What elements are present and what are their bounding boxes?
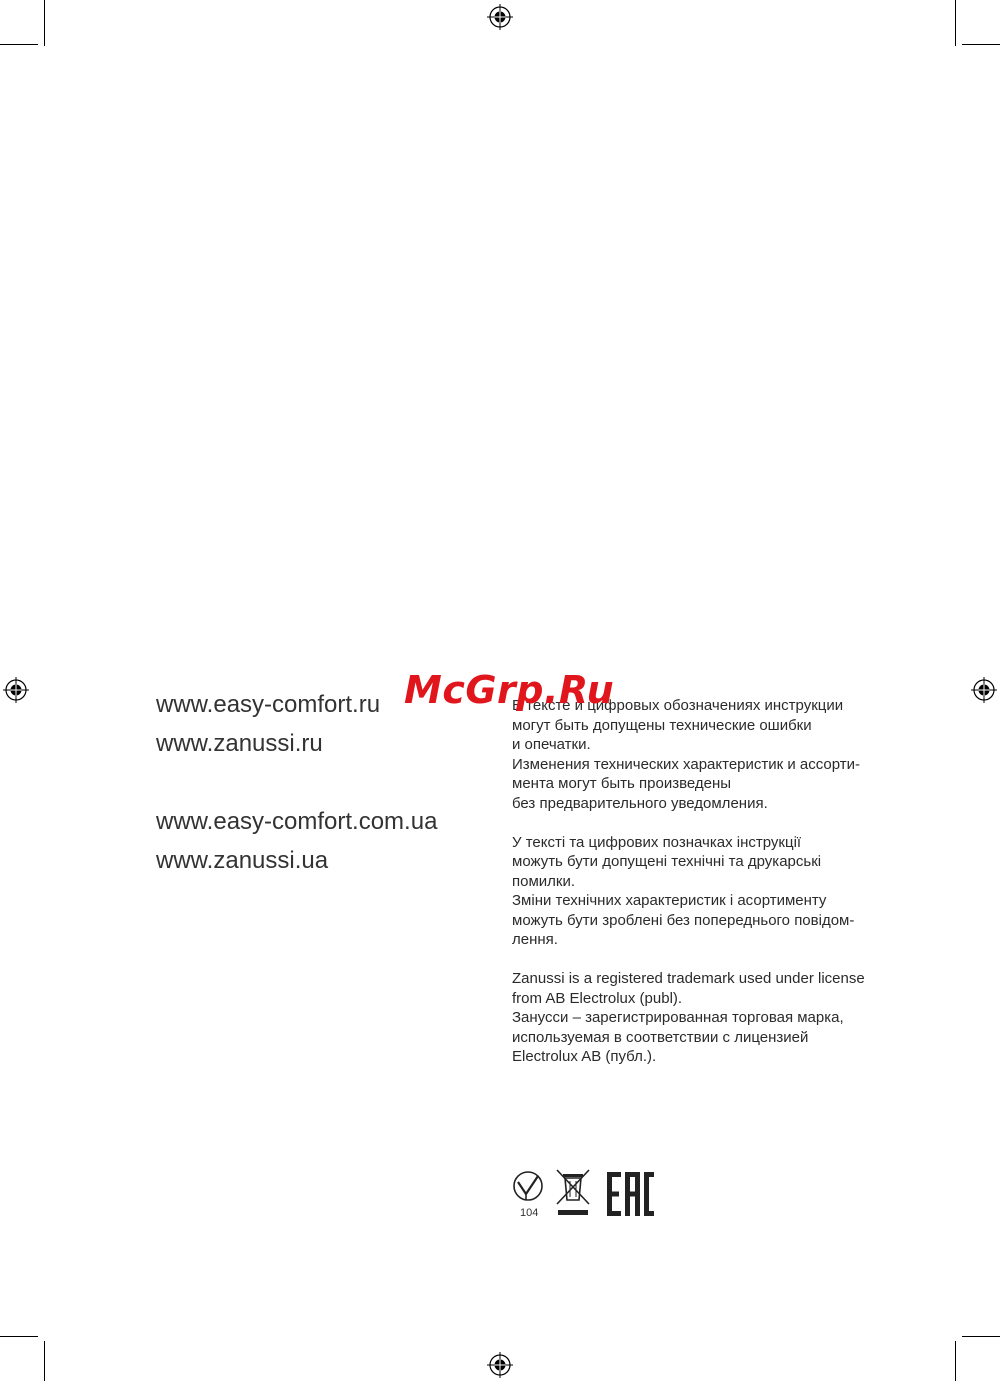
eac-icon xyxy=(607,1172,654,1216)
website-list xyxy=(156,685,437,880)
registration-mark-icon xyxy=(487,4,513,30)
crop-mark xyxy=(962,44,1000,45)
text-line: могут быть допущены технические ошибки xyxy=(512,716,812,734)
notice-ua xyxy=(512,833,902,950)
text-line: и опечатки. xyxy=(512,736,591,753)
watermark: McGrp.Ru xyxy=(404,668,615,712)
text-line: можуть бути зроблені без попереднього повідом- xyxy=(512,911,855,929)
text-line: Зміни технічних характеристик і асортименту xyxy=(512,892,827,909)
weee-crossed-bin-icon xyxy=(557,1170,589,1215)
website-link[interactable]: www.easy-comfort.com.ua xyxy=(156,808,438,835)
text-line: используемая в соответствии с лицензией xyxy=(512,1028,809,1046)
ukrsepro-icon xyxy=(514,1172,542,1200)
text-line: лення. xyxy=(512,931,558,948)
text-line: У тексті та цифрових позначках інструкції xyxy=(512,833,802,851)
certificate-number: 104 xyxy=(520,1207,539,1219)
notice-ru xyxy=(512,696,902,813)
text-line: без предварительного уведомления. xyxy=(512,794,768,812)
crop-mark xyxy=(962,1336,1000,1337)
website-link[interactable]: www.zanussi.ru xyxy=(156,730,323,757)
text-line: можуть бути допущені технічні та друкарські xyxy=(512,853,822,870)
crop-mark xyxy=(44,0,45,46)
notice-text xyxy=(512,696,902,1067)
text-line: В тексте и цифровых обозначениях инструкции xyxy=(512,697,844,714)
trademark-notice xyxy=(512,969,902,1067)
text-line: Electrolux AB (публ.). xyxy=(512,1048,657,1065)
text-line: Занусси – зарегистрированная торговая марка, xyxy=(512,1009,844,1026)
registration-mark-icon xyxy=(487,1352,513,1378)
crop-mark xyxy=(955,0,956,46)
text-line: помилки. xyxy=(512,872,576,890)
crop-mark xyxy=(0,44,38,45)
text-line: Zanussi is a registered trademark used under license xyxy=(512,970,865,987)
crop-mark xyxy=(955,1341,956,1381)
text-line: from AB Electrolux (publ). xyxy=(512,989,683,1007)
crop-mark xyxy=(44,1341,45,1381)
website-link[interactable]: www.easy-comfort.ru xyxy=(156,691,381,718)
registration-mark-icon xyxy=(971,677,997,703)
text-line: Изменения технических характеристик и ассорти- xyxy=(512,755,861,773)
registration-mark-icon xyxy=(3,677,29,703)
text-line: мента могут быть произведены xyxy=(512,775,732,792)
crop-mark xyxy=(0,1336,38,1337)
website-link[interactable]: www.zanussi.ua xyxy=(156,847,329,874)
